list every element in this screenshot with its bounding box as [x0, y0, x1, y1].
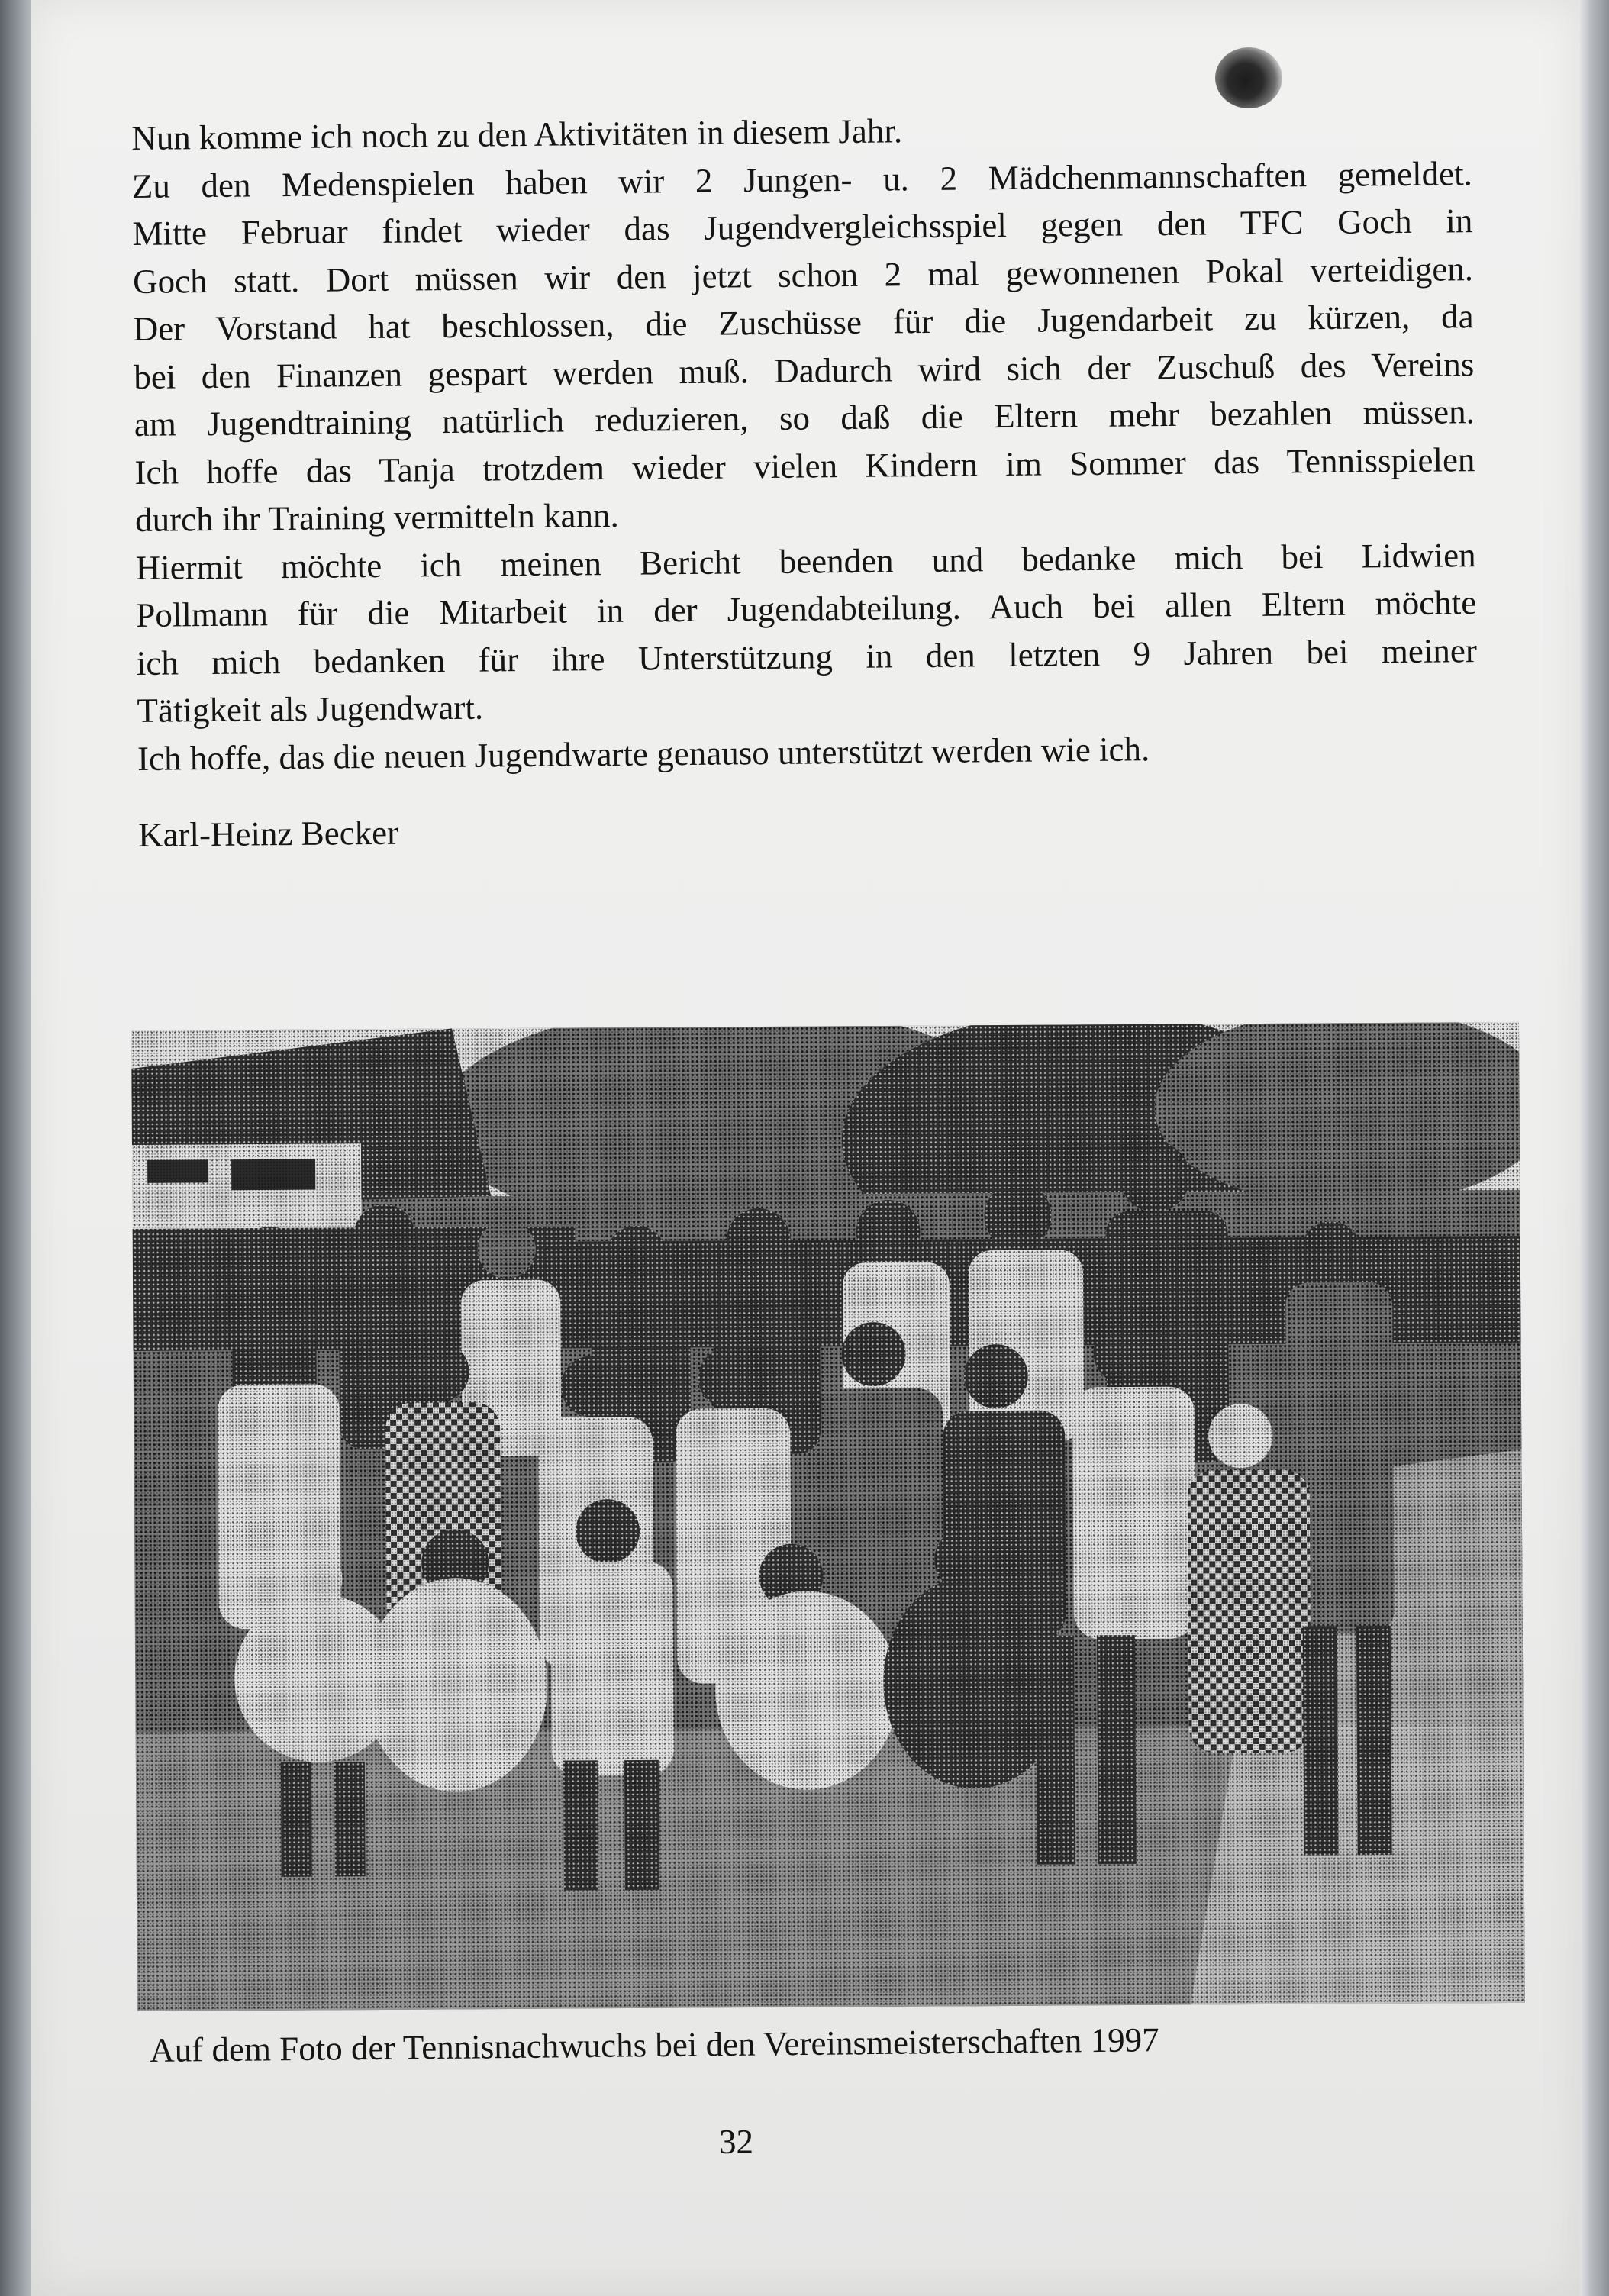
report-text [131, 102, 1478, 859]
body-line: Goch statt. Dort müssen wir den jetzt schon 2 mal gewonnenen Pokal verteidigen. [132, 249, 1474, 301]
body-line: Nun komme ich noch zu den Aktivitäten in diesem Jahr. [131, 111, 903, 157]
body-line: Zu den Medenspielen haben wir 2 Jungen- u. 2 Mädchenmannschaften gemeldet. [131, 153, 1473, 205]
body-line: durch ihr Training vermitteln kann. [134, 495, 619, 539]
body-line: Tätigkeit als Jugendwart. [137, 688, 484, 730]
body-line: Mitte Februar findet wieder das Jugendvergleichsspiel gegen den TFC Goch in [132, 202, 1473, 253]
group-photo-illustration [131, 1022, 1525, 2011]
signature: Karl-Heinz Becker [137, 813, 399, 854]
body-line: Der Vorstand hat beschlossen, die Zuschüsse für die Jugendarbeit zu kürzen, da [133, 297, 1474, 348]
photo-caption: Auf dem Foto der Tennisnachwuchs bei den Vereinsmeisterschaften 1997 [150, 2020, 1159, 2069]
body-line: bei den Finanzen gespart werden muß. Dadurch wird sich der Zuschuß des Vereins [134, 344, 1475, 396]
body-line: ich mich bedanken für ihre Unterstützung in den letzten 9 Jahren bei meiner [136, 630, 1478, 682]
body-line: Ich hoffe das Tanja trotzdem wieder vielen Kindern im Sommer das Tennisspielen [134, 440, 1475, 492]
punch-hole [1215, 47, 1282, 108]
body-line: Hiermit möchte ich meinen Bericht beenden und bedanke mich bei Lidwien [135, 535, 1476, 587]
page-number: 32 [719, 2123, 753, 2161]
body-line: am Jugendtraining natürlich reduzieren, so daß die Eltern mehr bezahlen müssen. [134, 392, 1475, 443]
group-photo [131, 1022, 1525, 2011]
body-line: Ich hoffe, das die neuen Jugendwarte genauso unterstützt werden wie ich. [137, 729, 1150, 778]
page-edge-right [1578, 0, 1609, 2296]
body-line: Pollmann für die Mitarbeit in der Jugendabteilung. Auch bei allen Eltern möchte [136, 583, 1477, 634]
